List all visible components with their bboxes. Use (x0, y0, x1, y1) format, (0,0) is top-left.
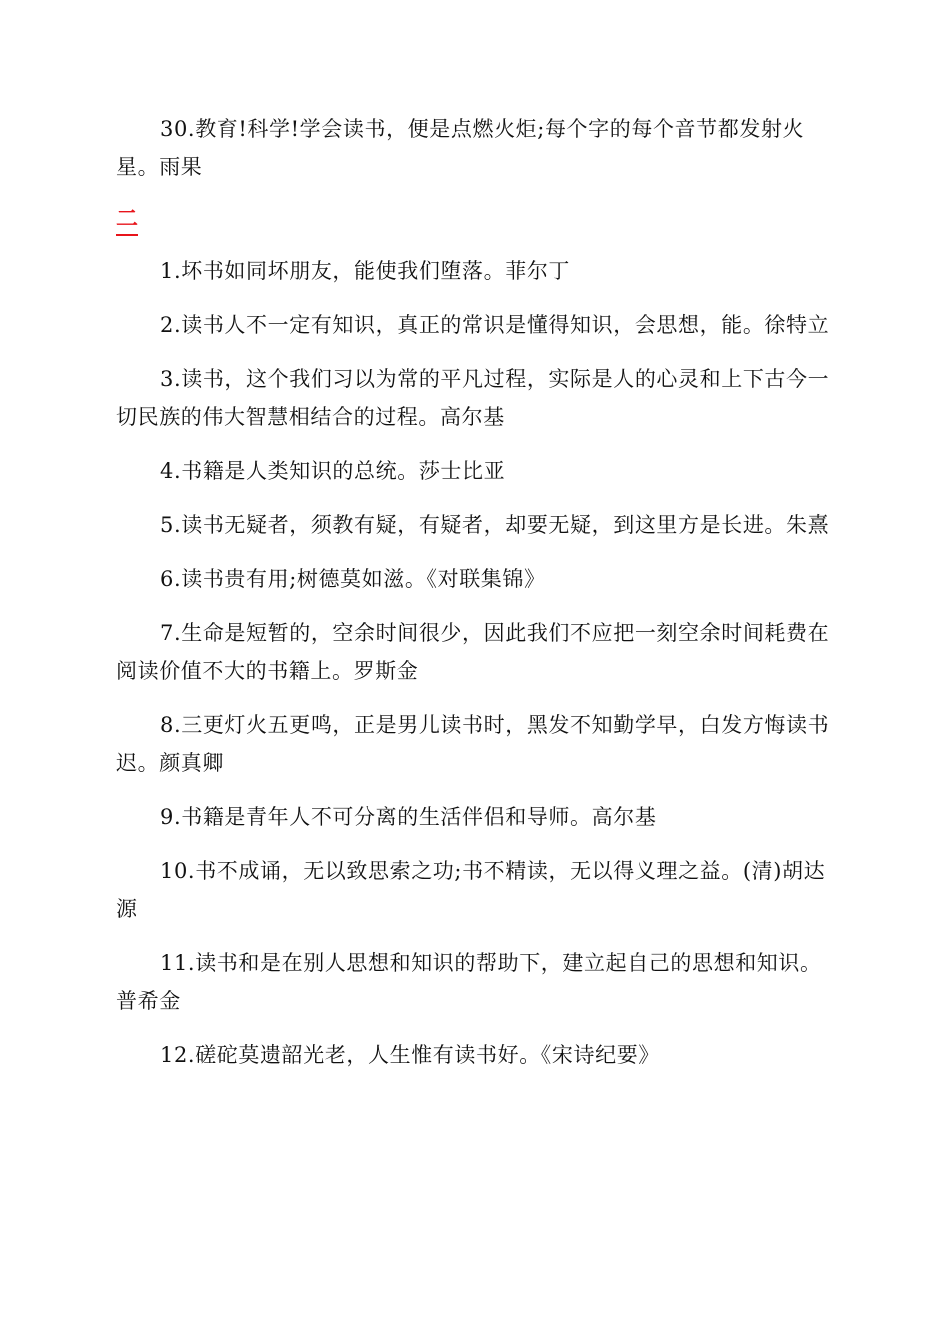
quote-paragraph: 9.书籍是青年人不可分离的生活伴侣和导师。高尔基 (160, 805, 657, 829)
document-body (116, 110, 834, 1090)
quote-paragraph: 6.读书贵有用;树德莫如滋。《对联集锦》 (160, 567, 546, 591)
quote-paragraph: 1.坏书如同坏朋友，能使我们堕落。菲尔丁 (160, 259, 571, 283)
section-heading: 二 (116, 202, 138, 236)
quote-paragraph: 11.读书和是在别人思想和知识的帮助下，建立起自己的思想和知识。普希金 (116, 951, 822, 1013)
quote-paragraph: 12.磋砣莫遗韶光老，人生惟有读书好。《宋诗纪要》 (160, 1043, 660, 1067)
quote-paragraph: 4.书籍是人类知识的总统。莎士比亚 (160, 459, 506, 483)
quote-paragraph: 10.书不成诵，无以致思索之功;书不精读，无以得义理之益。(清)胡达源 (116, 859, 826, 921)
quote-paragraph: 5.读书无疑者，须教有疑，有疑者，却要无疑，到这里方是长进。朱熹 (160, 513, 830, 537)
quote-paragraph: 2.读书人不一定有知识，真正的常识是懂得知识，会思想，能。徐特立 (160, 313, 830, 337)
quote-paragraph: 7.生命是短暂的，空余时间很少，因此我们不应把一刻空余时间耗费在阅读价值不大的书籍上。罗斯金 (116, 621, 830, 683)
section-heading-wrapper (116, 202, 834, 244)
quote-paragraph-30: 30.教育!科学!学会读书，便是点燃火炬;每个字的每个音节都发射火星。雨果 (116, 117, 805, 179)
quote-paragraph: 8.三更灯火五更鸣，正是男儿读书时，黑发不知勤学早，白发方悔读书迟。颜真卿 (116, 713, 830, 775)
quote-paragraph: 3.读书，这个我们习以为常的平凡过程，实际是人的心灵和上下古今一切民族的伟大智慧相结合的过程。高尔基 (116, 367, 830, 429)
